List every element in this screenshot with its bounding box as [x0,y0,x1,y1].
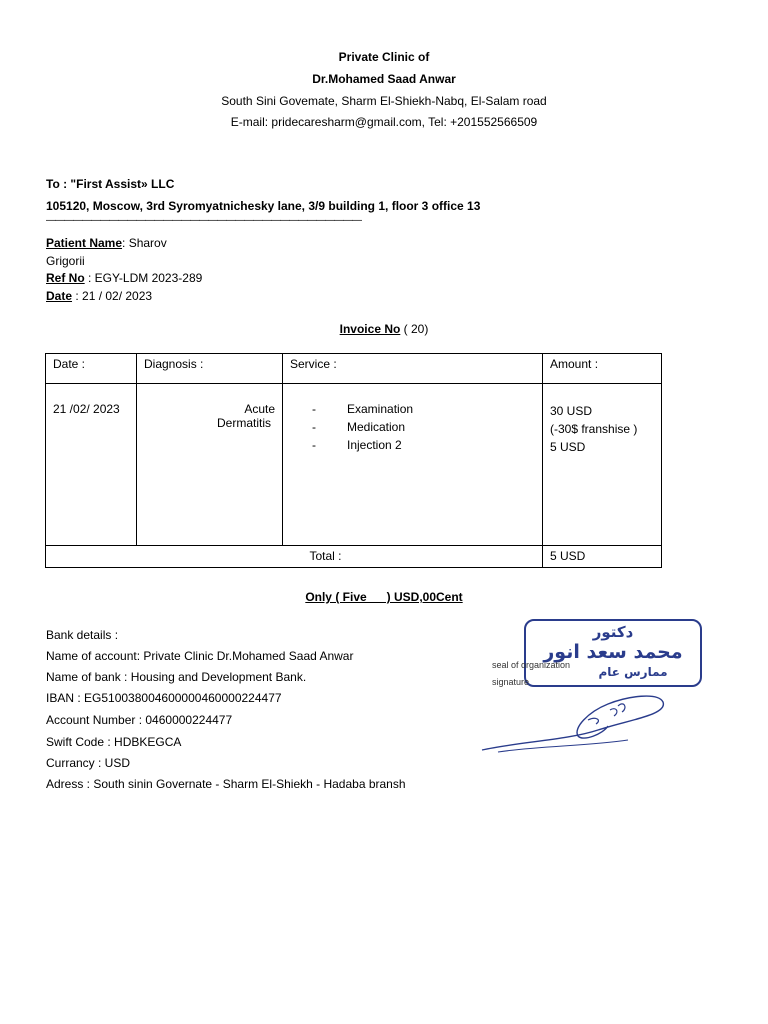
bank-iban: IBAN : EG510038004600000460000224477 [46,691,282,705]
stamp-line2: محمد سعد انور [543,641,683,663]
table-row [46,384,662,546]
patient-name-value: : Sharov [122,236,167,250]
bank-title: Bank details : [46,628,119,642]
patient-name-label: Patient Name [46,236,123,250]
invoice-label: Invoice No [339,322,401,336]
header-diagnosis: Diagnosis : [137,354,283,384]
date-label: Date [46,289,73,303]
amount-line3: 5 USD [550,440,586,454]
ref-label: Ref No [46,271,85,285]
recipient-address: 105120, Moscow, 3rd Syromyatnichesky lane, 3/9 building 1, floor 3 office 13 [46,199,481,213]
row-services [283,384,543,546]
services-list [290,402,535,456]
ref-value: : EGY-LDM 2023-289 [84,271,203,285]
bank-swift: Swift Code : HDBKEGCA [46,735,182,749]
recipient-to: To : "First Assist» LLC [46,177,175,191]
ref-row [46,271,202,285]
clinic-contact: E-mail: pridecaresharm@gmail.com, Tel: +201552566509 [230,115,538,129]
date-value: : 21 / 02/ 2023 [72,289,153,303]
date-row [46,289,152,303]
invoice-number: ( 20) [400,322,429,336]
bank-name: Name of bank : Housing and Development Bank. [46,670,307,684]
diagnosis-line1: Acute [244,402,275,416]
amount-in-words: Only ( Five ) USD,00Cent [305,590,463,604]
total-row [46,546,662,568]
header-amount: Amount : [543,354,662,384]
service-item: Injection 2 [347,438,402,452]
doctor-stamp [524,619,702,687]
bank-currency: Currancy : USD [46,756,131,770]
doctor-name: Dr.Mohamed Saad Anwar [312,72,456,86]
clinic-name: Private Clinic of [338,50,430,64]
total-label: Total : [46,546,543,568]
header-service: Service : [283,354,543,384]
bank-address: Adress : South sinin Governate - Sharm El-Shiekh - Hadaba bransh [46,777,406,791]
service-item: Examination [347,402,414,416]
amount-line2: (-30$ franshise ) [550,422,638,436]
stamp-line3: ممارس عام [598,665,668,679]
divider-line: ——————————————————————————————————— [46,215,361,226]
service-item: Medication [347,420,406,434]
invoice-number-row [0,322,768,336]
row-date: 21 /02/ 2023 [46,384,137,546]
signature-scribble [478,690,678,760]
bank-account-name: Name of account: Private Clinic Dr.Mohamed Saad Anwar [46,649,354,663]
row-amount [543,384,662,546]
row-diagnosis [137,384,283,546]
patient-name-cont: Grigorii [46,254,85,268]
list-item: - Medication [290,420,535,438]
table-header-row [46,354,662,384]
list-item: - Injection 2 [290,438,535,456]
invoice-table [45,353,662,568]
patient-name-row [46,236,167,250]
total-value: 5 USD [543,546,662,568]
seal-label: seal of organization [492,660,571,670]
clinic-address: South Sini Govemate, Sharm El-Shiekh-Nabq, El-Salam road [221,94,547,108]
stamp-line1: دكتور [592,623,634,641]
header-date: Date : [46,354,137,384]
signature-label: signature [492,677,530,687]
bank-account-number: Account Number : 0460000224477 [46,713,233,727]
amount-line1: 30 USD [550,404,593,418]
diagnosis-line2: Dermatitis [216,416,271,430]
list-item: - Examination [290,402,535,420]
